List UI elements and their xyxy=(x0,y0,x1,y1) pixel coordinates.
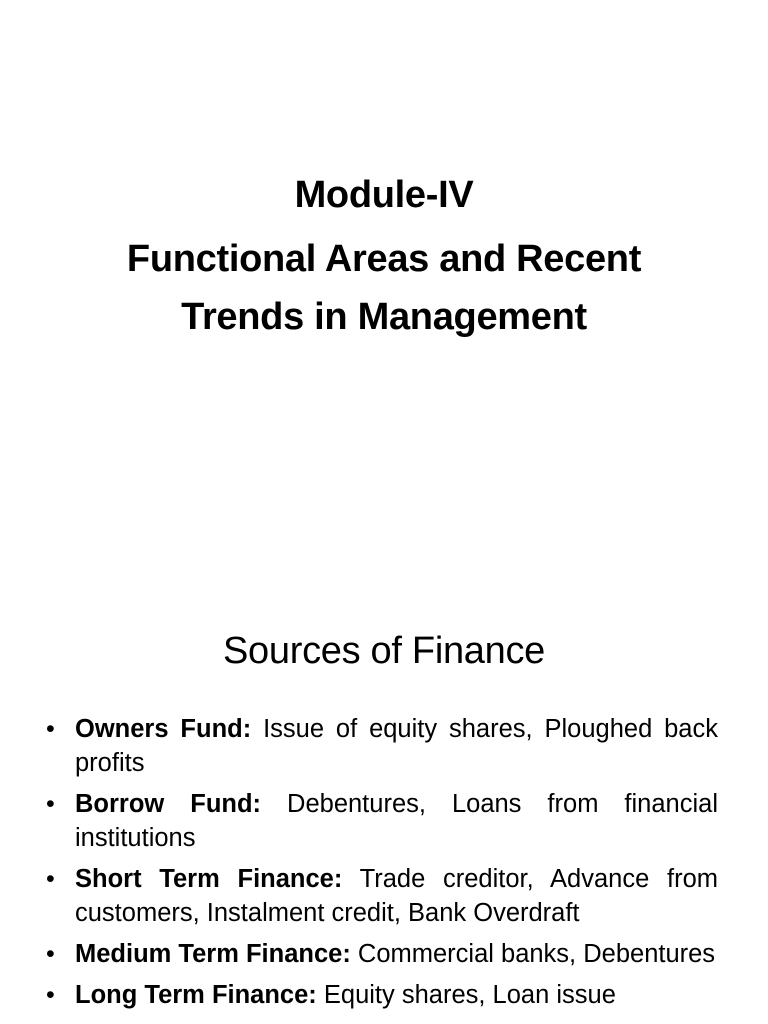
bullet-text: Issue of equity shares, Ploughed back profits xyxy=(75,715,718,777)
bullet-label: Medium Term Finance: xyxy=(75,940,351,968)
list-item-medium-term-finance xyxy=(46,937,718,971)
bullet-icon: • xyxy=(46,865,55,893)
bullet-text: Debentures, Loans from financial institutions xyxy=(75,790,718,852)
list-item-short-term-finance xyxy=(46,862,718,930)
bullet-label: Owners Fund: xyxy=(75,715,252,743)
finance-sources-list xyxy=(46,712,718,1019)
bullet-text: Commercial banks, Debentures xyxy=(350,940,716,968)
bullet-label: Borrow Fund: xyxy=(75,790,262,818)
bullet-text: Trade creditor, Advance from customers, Instalment credit, Bank Overdraft xyxy=(75,865,718,927)
module-subtitle-line-2: Trends in Management xyxy=(181,296,587,338)
bullet-label: Long Term Finance: xyxy=(75,981,317,1009)
module-subtitle-line-1: Functional Areas and Recent xyxy=(126,238,642,280)
bullet-icon: • xyxy=(46,715,55,743)
bullet-icon: • xyxy=(46,940,55,968)
list-item-owners-fund xyxy=(46,712,718,780)
list-item-long-term-finance xyxy=(46,978,718,1012)
bullet-icon: • xyxy=(46,981,55,1009)
slide-sources-of-finance xyxy=(0,560,768,1024)
bullet-label: Short Term Finance: xyxy=(75,865,343,893)
slide-title: Sources of Finance xyxy=(223,630,545,672)
bullet-text: Equity shares, Loan issue xyxy=(316,981,616,1009)
module-heading: Module-IV xyxy=(294,174,474,216)
list-item-borrow-fund xyxy=(46,787,718,855)
bullet-icon: • xyxy=(46,790,55,818)
